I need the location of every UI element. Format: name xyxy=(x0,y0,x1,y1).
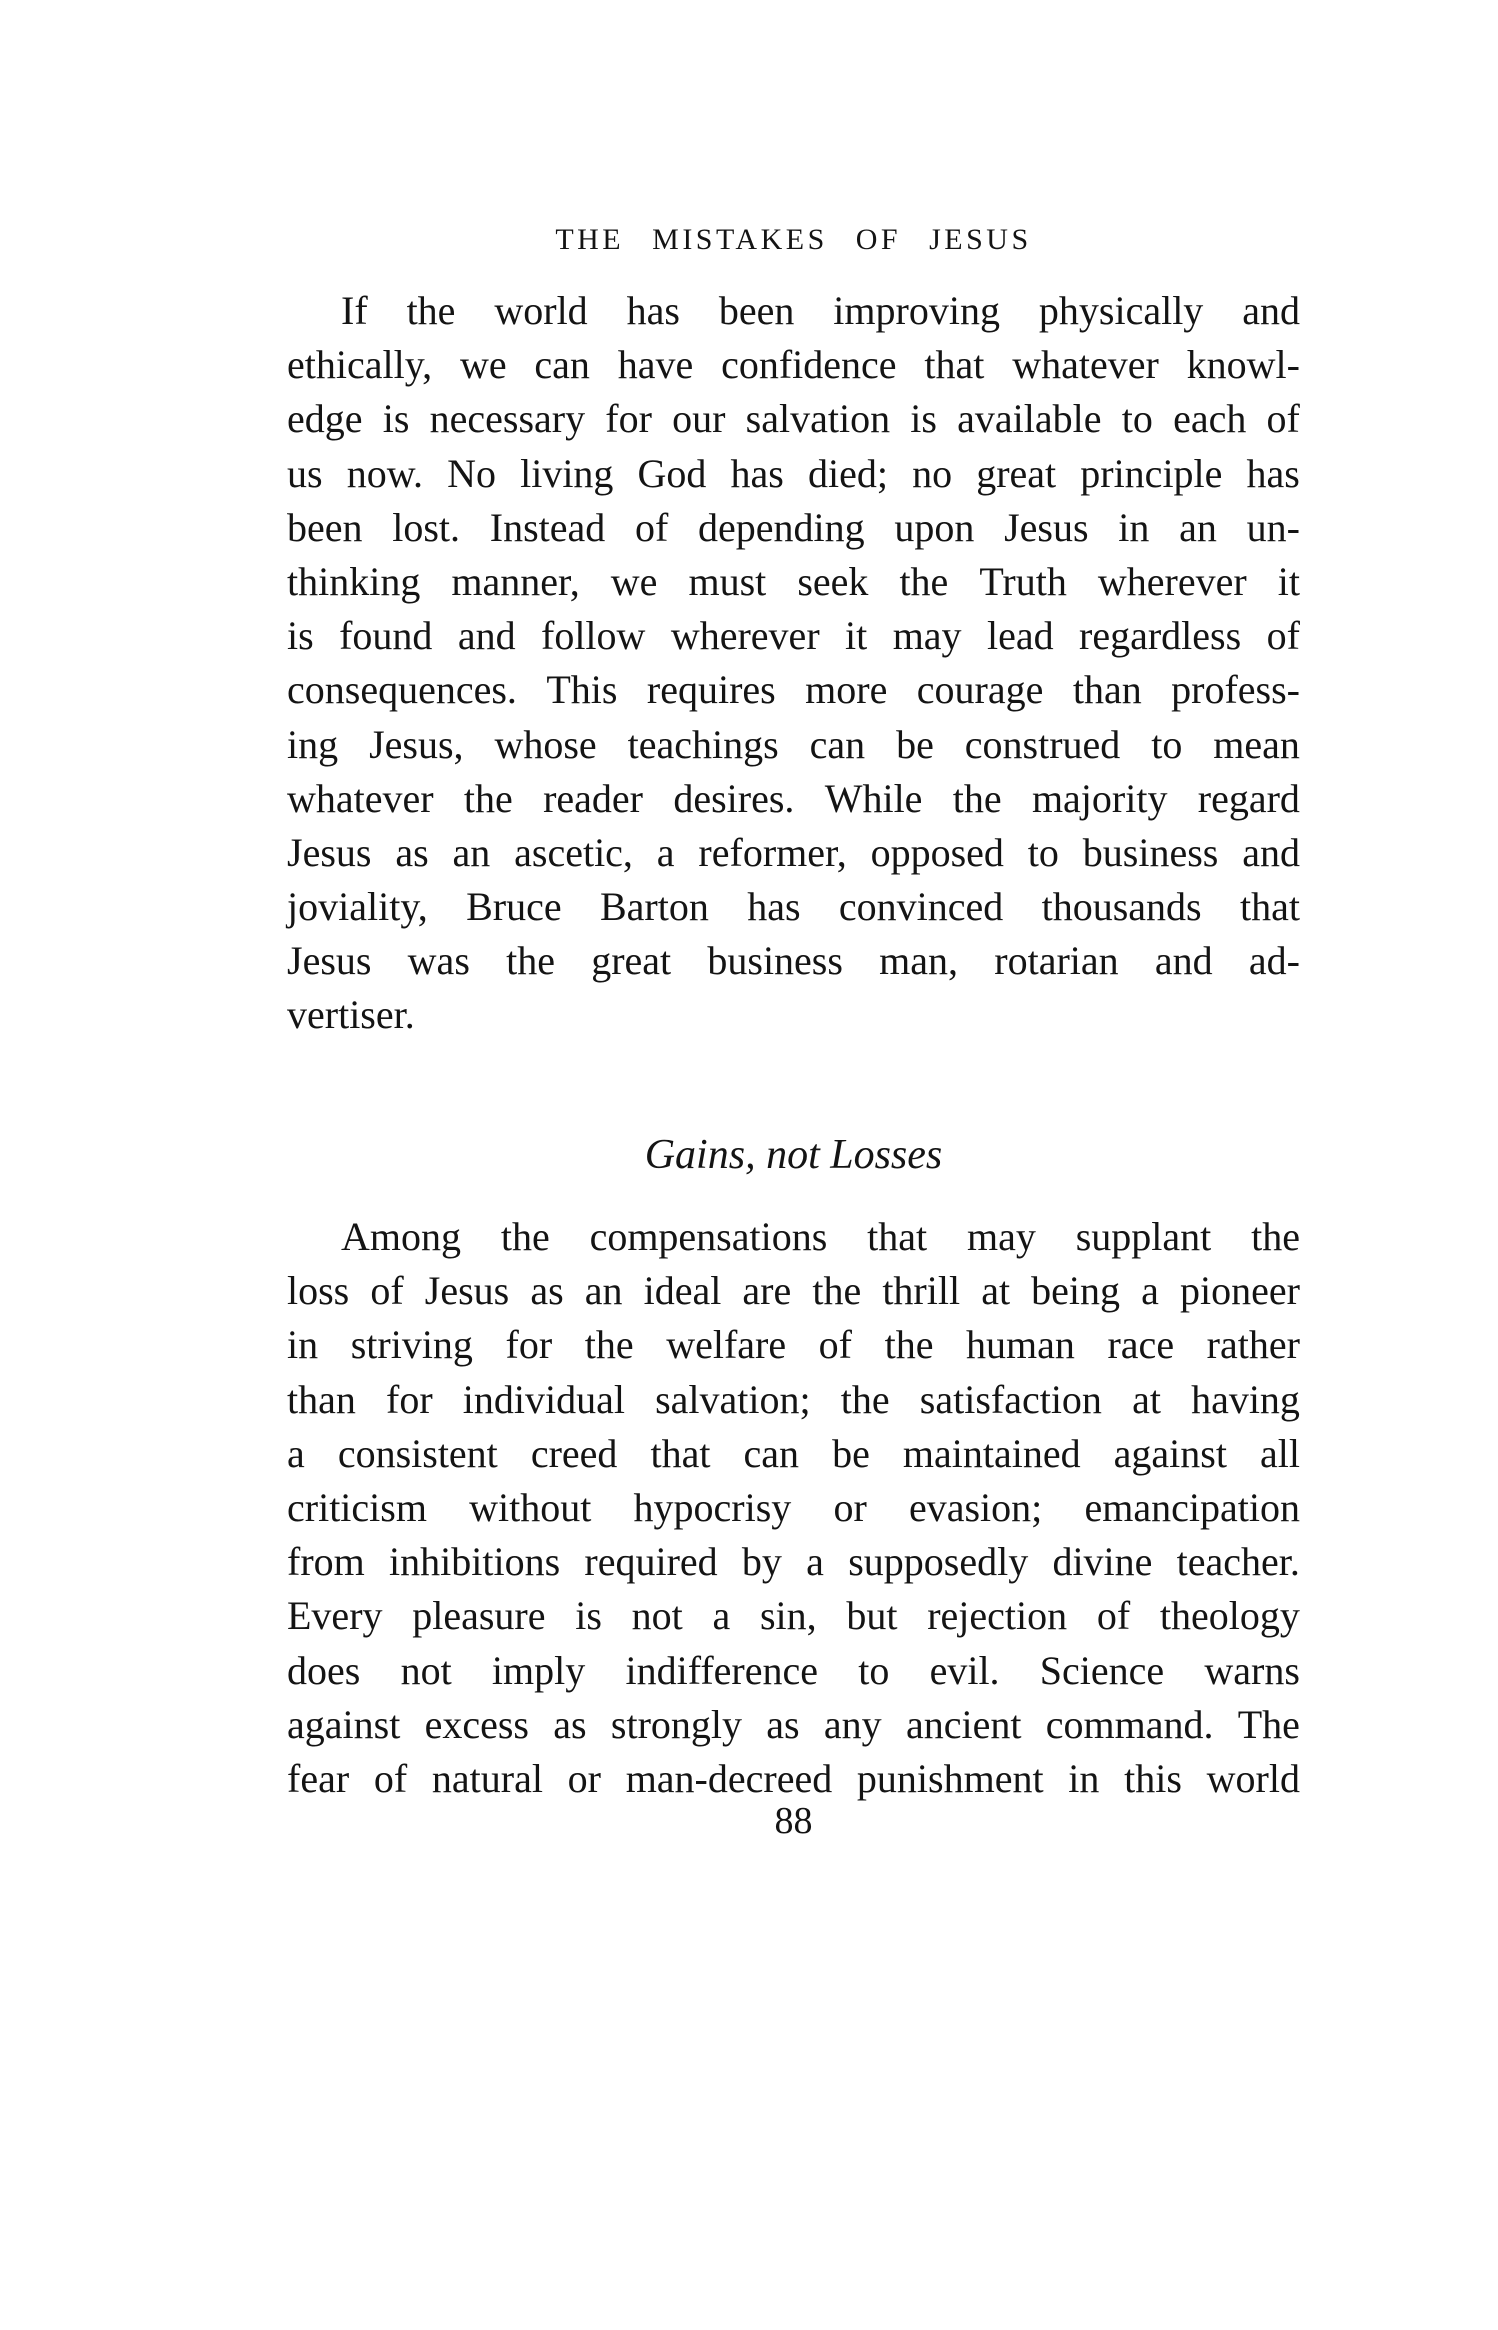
text-line: ethically, we can have confidence that whatever knowl- xyxy=(287,342,1300,388)
text-line: ing Jesus, whose teachings can be construed to mean xyxy=(287,721,1300,767)
text-line: If the world has been improving physically and xyxy=(341,288,1300,333)
running-head-word: MISTAKES xyxy=(652,223,828,256)
running-head-word: JESUS xyxy=(929,223,1032,256)
paragraph-2 xyxy=(287,1210,1300,1806)
text-line: edge is necessary for our salvation is available to each of xyxy=(287,396,1300,442)
text-line: criticism without hypocrisy or evasion; emancipation xyxy=(287,1484,1300,1530)
text-line: been lost. Instead of depending upon Jesus in an un- xyxy=(287,504,1300,550)
text-line: is found and follow wherever it may lead regardless of xyxy=(287,613,1300,659)
text-line: a consistent creed that can be maintained against all xyxy=(287,1430,1300,1476)
section-heading: Gains, not Losses xyxy=(644,1132,943,1178)
text-line: loss of Jesus as an ideal are the thrill at being a pioneer xyxy=(287,1268,1300,1314)
text-line: from inhibitions required by a supposedly divine teacher. xyxy=(287,1539,1300,1585)
text-line: vertiser. xyxy=(287,992,415,1038)
text-line: joviality, Bruce Barton has convinced thousands that xyxy=(287,884,1300,930)
text-line: against excess as strongly as any ancient command. The xyxy=(287,1701,1300,1747)
text-line: Among the compensations that may supplant the xyxy=(341,1214,1300,1259)
running-head xyxy=(287,210,1300,270)
text-line: Every pleasure is not a sin, but rejection of theology xyxy=(287,1593,1300,1639)
text-line: us now. No living God has died; no great principle has xyxy=(287,450,1300,496)
text-line: in striving for the welfare of the human race rather xyxy=(287,1322,1300,1368)
text-line: Jesus was the great business man, rotarian and ad- xyxy=(287,938,1300,984)
text-line: fear of natural or man-decreed punishment in this world xyxy=(287,1755,1300,1801)
text-line: thinking manner, we must seek the Truth wherever it xyxy=(287,558,1300,604)
text-line: consequences. This requires more courage than profess- xyxy=(287,667,1300,713)
text-line: Jesus as an ascetic, a reformer, opposed to business and xyxy=(287,829,1300,875)
running-head-word: OF xyxy=(855,223,902,256)
text-line: whatever the reader desires. While the majority regard xyxy=(287,775,1300,821)
paragraph-1 xyxy=(287,284,1300,1043)
running-head-word: THE xyxy=(555,223,625,256)
page-number: 88 xyxy=(774,1800,813,1842)
text-line: than for individual salvation; the satisfaction at having xyxy=(287,1376,1300,1422)
text-line: does not imply indifference to evil. Science warns xyxy=(287,1647,1300,1693)
